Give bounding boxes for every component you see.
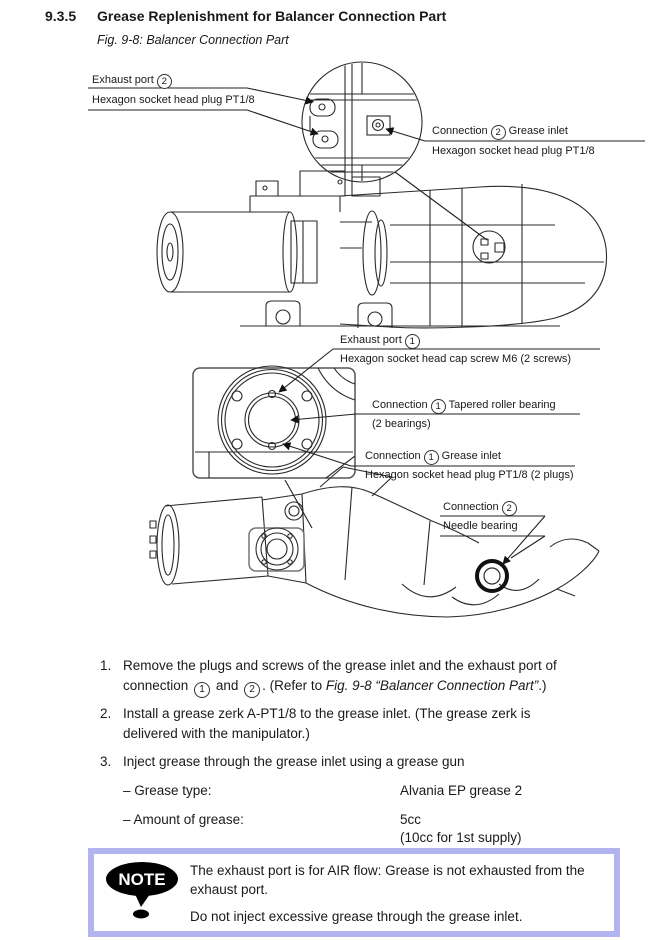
circled-number-1: 1 bbox=[431, 399, 446, 414]
note-box bbox=[88, 848, 620, 937]
step-2-line-1: Install a grease zerk A-PT1/8 to the grease inlet. (The grease zerk is bbox=[123, 706, 531, 721]
callout-exhaust-port-1-spec: Hexagon socket head cap screw M6 (2 screws) bbox=[340, 353, 572, 365]
section-number: 9.3.5 bbox=[45, 8, 77, 24]
callout-text: Connection bbox=[372, 399, 428, 411]
callout-text: Tapered roller bearing bbox=[448, 399, 556, 411]
callout-connection-1-grease-inlet bbox=[365, 449, 501, 465]
grease-amount-note: (10cc for 1st supply) bbox=[400, 830, 522, 845]
circled-number-2: 2 bbox=[244, 682, 260, 698]
step-2-number: 2. bbox=[100, 706, 112, 721]
step-1-line-1: Remove the plugs and screws of the grease inlet and the exhaust port of bbox=[123, 658, 557, 673]
step-3-number: 3. bbox=[100, 754, 112, 769]
note-paragraph-2: Do not inject excessive grease through the grease inlet. bbox=[190, 909, 523, 924]
callout-connection-1-tapered-bearing bbox=[372, 398, 556, 414]
circled-number-2: 2 bbox=[491, 125, 506, 140]
callout-text: Grease inlet bbox=[441, 450, 501, 462]
callout-text: Connection bbox=[432, 125, 488, 137]
step-text: .) bbox=[538, 678, 547, 693]
circled-number-2: 2 bbox=[502, 501, 517, 516]
step-text: . (Refer to bbox=[262, 678, 326, 693]
callout-connection-1-grease-inlet-spec: Hexagon socket head plug PT1/8 (2 plugs) bbox=[365, 469, 574, 481]
bottom-arm-drawing bbox=[150, 467, 599, 617]
callout-connection-2-needle-spec: Needle bearing bbox=[443, 520, 518, 532]
step-3: Inject grease through the grease inlet using a grease gun bbox=[123, 754, 465, 769]
note-text bbox=[190, 854, 598, 934]
note-icon bbox=[94, 854, 190, 924]
callout-exhaust-port-1 bbox=[340, 333, 423, 349]
grease-amount-label: – Amount of grease: bbox=[123, 812, 244, 827]
step-text: connection bbox=[123, 678, 193, 693]
top-detail-circle bbox=[300, 62, 422, 182]
callout-exhaust-port-2-spec: Hexagon socket head plug PT1/8 bbox=[92, 94, 255, 106]
grease-type-label: – Grease type: bbox=[123, 783, 212, 798]
callout-connection-2-needle bbox=[443, 500, 520, 516]
step-1-number: 1. bbox=[100, 658, 112, 673]
callout-text: Grease inlet bbox=[508, 125, 568, 137]
step-text: and bbox=[212, 678, 243, 693]
figure-caption: Fig. 9-8: Balancer Connection Part bbox=[97, 33, 289, 47]
circled-number-1: 1 bbox=[194, 682, 210, 698]
circled-number-1: 1 bbox=[405, 334, 420, 349]
main-arm-drawing bbox=[157, 171, 607, 328]
note-paragraph-1: The exhaust port is for AIR flow: Grease is not exhausted from the exhaust port. bbox=[190, 863, 585, 897]
callout-text: Connection bbox=[443, 501, 499, 513]
callout-connection-1-tapered-bearing-spec: (2 bearings) bbox=[372, 418, 431, 430]
flange-detail-box bbox=[193, 366, 355, 478]
step-2 bbox=[123, 704, 530, 744]
callout-exhaust-port-2 bbox=[92, 73, 175, 89]
svg-text:NOTE: NOTE bbox=[118, 870, 166, 889]
callout-text: Exhaust port bbox=[340, 334, 402, 346]
figure-reference: Fig. 9-8 “Balancer Connection Part” bbox=[325, 678, 539, 693]
step-1-line-2 bbox=[123, 676, 557, 698]
callout-connection-2-grease-inlet-spec: Hexagon socket head plug PT1/8 bbox=[432, 145, 595, 157]
page-title: Grease Replenishment for Balancer Connection Part bbox=[97, 8, 447, 24]
step-2-line-2: delivered with the manipulator.) bbox=[123, 726, 310, 741]
circled-number-2: 2 bbox=[157, 74, 172, 89]
callout-text: Exhaust port bbox=[92, 74, 154, 86]
callout-connection-2-grease-inlet bbox=[432, 124, 568, 140]
grease-amount-value: 5cc bbox=[400, 812, 422, 827]
callout-text: Connection bbox=[365, 450, 421, 462]
circled-number-1: 1 bbox=[424, 450, 439, 465]
leader-lines bbox=[88, 88, 645, 564]
step-1 bbox=[123, 656, 557, 698]
grease-type-value: Alvania EP grease 2 bbox=[400, 783, 523, 798]
